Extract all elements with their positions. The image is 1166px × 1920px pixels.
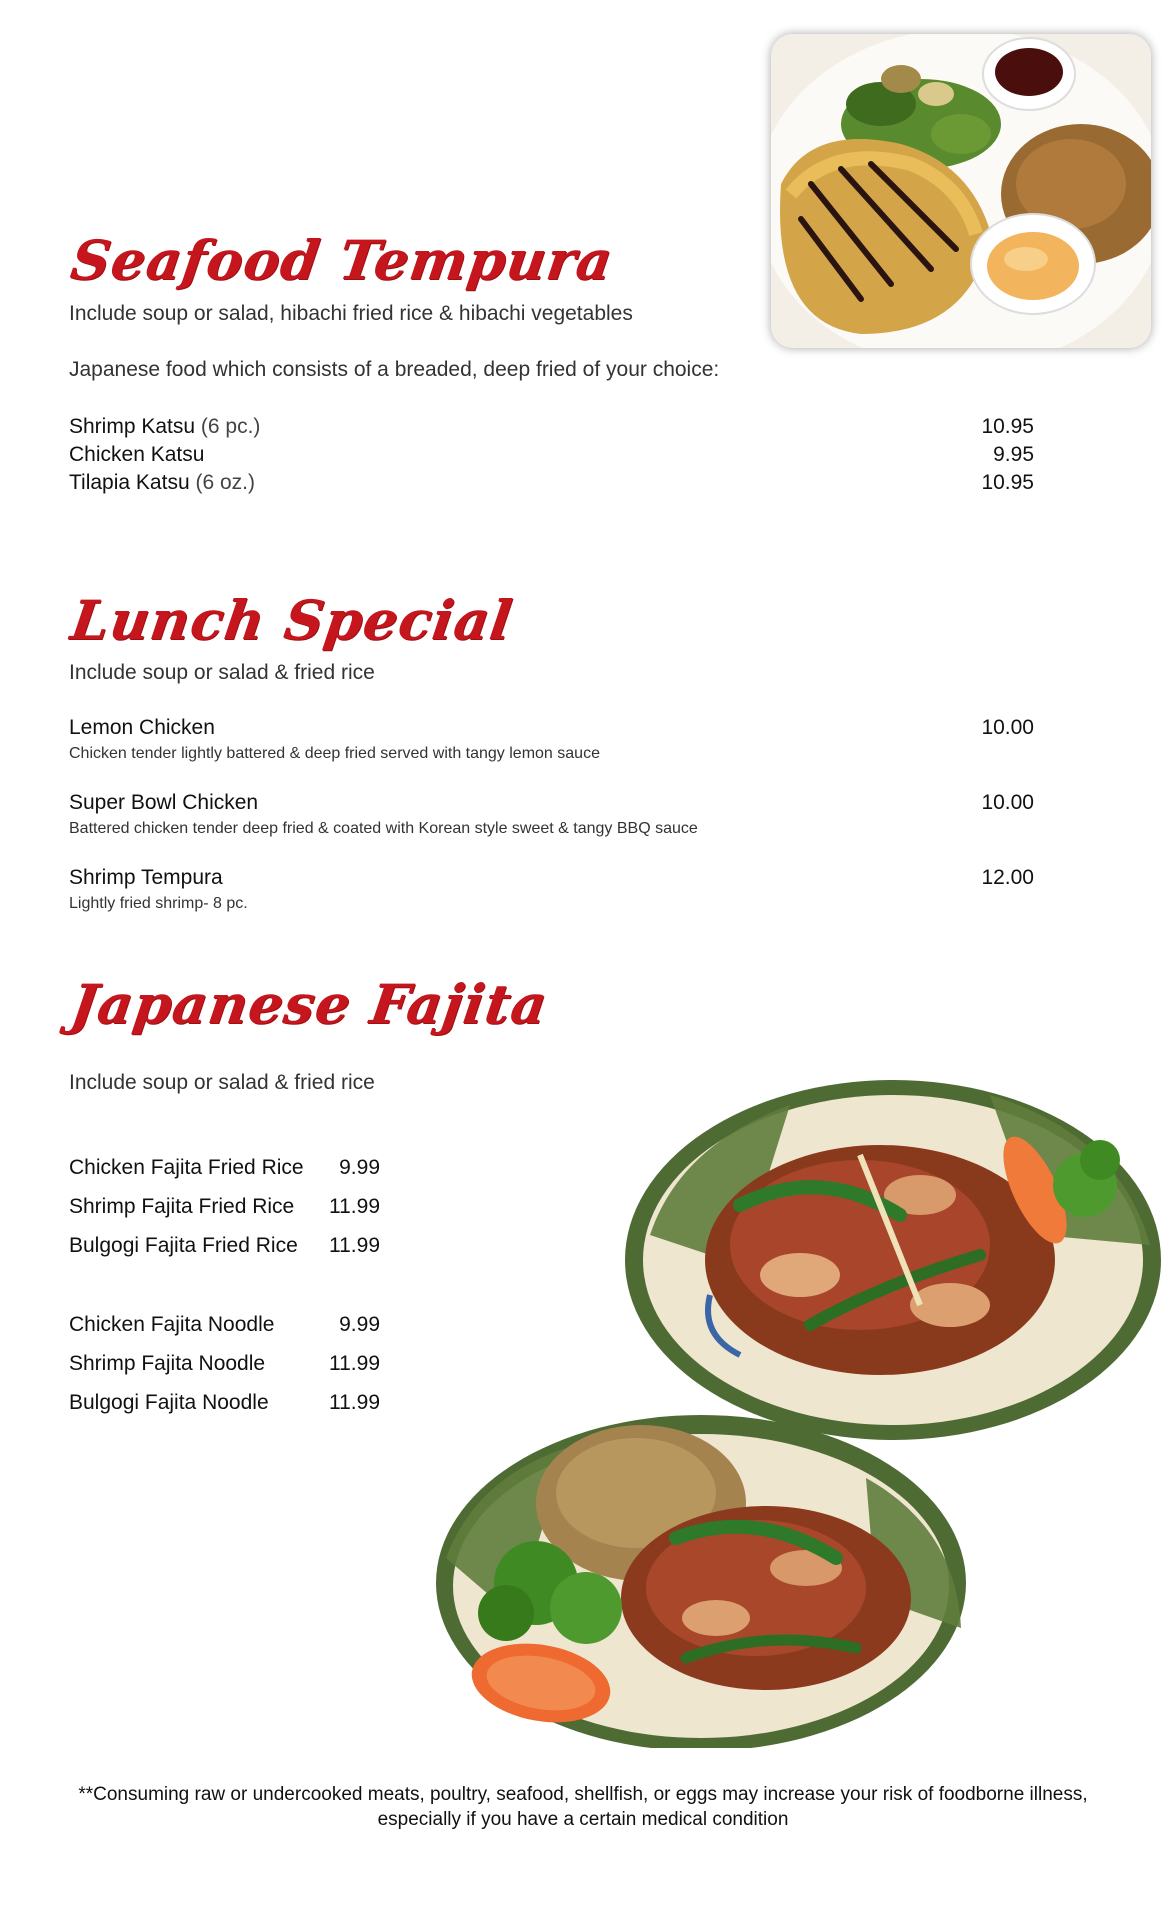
lunch-item-super-bowl-chicken-price: 10.00 bbox=[981, 791, 1034, 814]
lunch-item-lemon-chicken-name: Lemon Chicken bbox=[69, 716, 215, 739]
fajita-item-price: 11.99 bbox=[329, 1234, 380, 1257]
japanese-fajita-title: Japanese Fajita bbox=[67, 972, 552, 1036]
katsu-plate-photo bbox=[771, 34, 1151, 348]
fajita-item-name: Shrimp Fajita Fried Rice bbox=[69, 1195, 295, 1218]
lunch-special-title: Lunch Special bbox=[67, 588, 517, 652]
food-safety-disclaimer bbox=[40, 1782, 1126, 1832]
seafood-tempura-title: Seafood Tempura bbox=[67, 228, 618, 292]
fajita-item-price: 11.99 bbox=[329, 1352, 380, 1375]
lunch-item-super-bowl-chicken-name: Super Bowl Chicken bbox=[69, 791, 259, 814]
katsu-plate-illustration bbox=[771, 34, 1151, 348]
lunch-item-shrimp-tempura-price: 12.00 bbox=[981, 866, 1034, 889]
japanese-fajita-subtitle: Include soup or salad & fried rice bbox=[69, 1071, 375, 1094]
lunch-item-shrimp-tempura-name: Shrimp Tempura bbox=[69, 866, 223, 889]
fajita-noodle-plate-photo bbox=[620, 1075, 1166, 1445]
seafood-tempura-subtitle: Include soup or salad, hibachi fried rice & hibachi vegetables bbox=[69, 302, 633, 325]
lunch-item-lemon-chicken-desc: Chicken tender lightly battered & deep fried served with tangy lemon sauce bbox=[69, 745, 600, 762]
item-qty: (6 pc.) bbox=[200, 415, 261, 438]
item-price: 10.95 bbox=[981, 415, 1034, 438]
fajita-item-name: Chicken Fajita Fried Rice bbox=[69, 1156, 304, 1179]
menu-item-shrimp-katsu bbox=[69, 415, 1034, 443]
item-price: 10.95 bbox=[981, 471, 1034, 494]
lunch-item-lemon-chicken-price: 10.00 bbox=[981, 716, 1034, 739]
fajita-item-name: Bulgogi Fajita Fried Rice bbox=[69, 1234, 298, 1257]
fajita-item-price: 9.99 bbox=[339, 1313, 380, 1336]
item-name: Tilapia Katsu bbox=[69, 471, 190, 494]
seafood-tempura-description: Japanese food which consists of a breaded, deep fried of your choice: bbox=[69, 358, 720, 381]
item-name: Shrimp Katsu bbox=[69, 415, 196, 438]
item-name: Chicken Katsu bbox=[69, 443, 205, 466]
item-qty: (6 oz.) bbox=[195, 471, 255, 494]
lunch-special-subtitle: Include soup or salad & fried rice bbox=[69, 661, 375, 684]
fajita-item-price: 11.99 bbox=[329, 1391, 380, 1414]
lunch-item-shrimp-tempura-desc: Lightly fried shrimp- 8 pc. bbox=[69, 895, 248, 912]
disclaimer-line: **Consuming raw or undercooked meats, poultry, seafood, shellfish, or eggs may increase your risk of foodborne illness, bbox=[78, 1784, 1088, 1805]
menu-item-chicken-katsu bbox=[69, 443, 1034, 471]
fajita-item-price: 11.99 bbox=[329, 1195, 380, 1218]
item-price: 9.95 bbox=[993, 443, 1034, 466]
lunch-item-super-bowl-chicken-desc: Battered chicken tender deep fried & coated with Korean style sweet & tangy BBQ sauce bbox=[69, 820, 698, 837]
fajita-fried-rice-plate-photo bbox=[436, 1408, 966, 1748]
fajita-item-price: 9.99 bbox=[339, 1156, 380, 1179]
disclaimer-line: especially if you have a certain medical condition bbox=[377, 1809, 789, 1830]
menu-item-tilapia-katsu bbox=[69, 471, 1034, 499]
fajita-item-name: Shrimp Fajita Noodle bbox=[69, 1352, 266, 1375]
fajita-item-name: Chicken Fajita Noodle bbox=[69, 1313, 275, 1336]
fajita-item-name: Bulgogi Fajita Noodle bbox=[69, 1391, 269, 1414]
